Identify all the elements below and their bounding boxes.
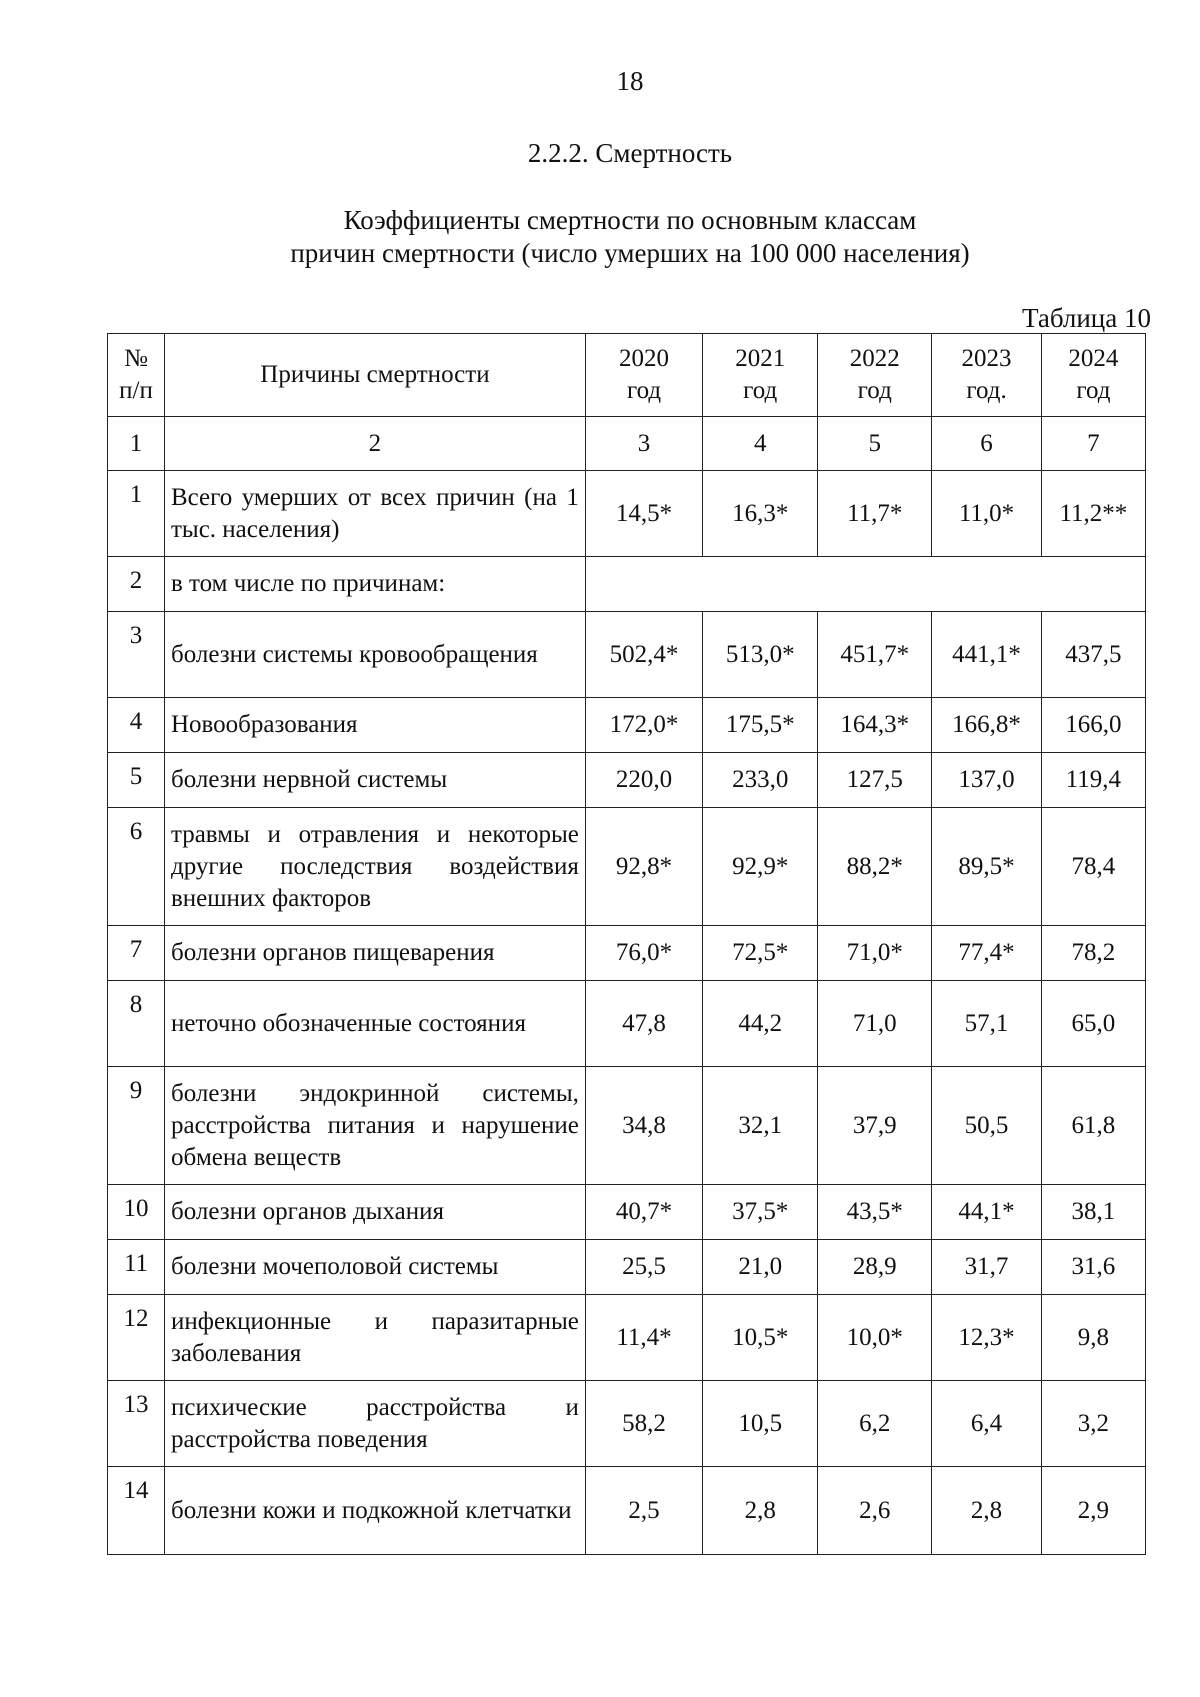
row-value: 233,0: [703, 753, 818, 808]
row-value: 10,5: [703, 1381, 818, 1467]
row-value: 6,4: [932, 1381, 1042, 1467]
row-value: 76,0*: [585, 926, 702, 981]
header-year: 2024: [1068, 345, 1119, 372]
column-index: 4: [703, 417, 818, 471]
row-value: 71,0*: [818, 926, 932, 981]
row-value: 58,2: [585, 1381, 702, 1467]
header-year-unit: год: [857, 377, 892, 404]
row-cause: болезни органов пищеварения: [164, 926, 585, 981]
row-number: 11: [108, 1240, 165, 1295]
row-value: 77,4*: [932, 926, 1042, 981]
row-value: 166,0: [1041, 698, 1145, 753]
row-value: 38,1: [1041, 1185, 1145, 1240]
row-value: 513,0*: [703, 612, 818, 698]
row-number: 6: [108, 808, 165, 926]
table-row: [108, 1240, 1146, 1295]
header-year-2024: [1041, 334, 1145, 417]
row-number: 12: [108, 1295, 165, 1381]
table-caption: [0, 204, 1200, 270]
row-cause: болезни кожи и подкожной клетчатки: [164, 1467, 585, 1555]
page-number: 18: [616, 66, 644, 96]
header-year-2023: [932, 334, 1042, 417]
row-value: 92,8*: [585, 808, 702, 926]
row-value: 43,5*: [818, 1185, 932, 1240]
row-value: 50,5: [932, 1067, 1042, 1185]
row-cause: болезни мочеполовой системы: [164, 1240, 585, 1295]
row-value: 44,1*: [932, 1185, 1042, 1240]
table-row: [108, 557, 1146, 612]
row-value: 2,9: [1041, 1467, 1145, 1555]
row-value: 92,9*: [703, 808, 818, 926]
row-value: 166,8*: [932, 698, 1042, 753]
row-value: 34,8: [585, 1067, 702, 1185]
row-value: 3,2: [1041, 1381, 1145, 1467]
row-value: 11,7*: [818, 471, 932, 557]
row-number: 5: [108, 753, 165, 808]
row-value: 220,0: [585, 753, 702, 808]
header-number-cell: [108, 334, 165, 417]
row-value: 11,0*: [932, 471, 1042, 557]
header-year: 2020: [619, 345, 670, 372]
row-value: 164,3*: [818, 698, 932, 753]
row-number: 2: [108, 557, 165, 612]
header-year-unit: год: [743, 377, 778, 404]
table-row: [108, 698, 1146, 753]
column-index: 7: [1041, 417, 1145, 471]
header-year-unit: год: [1076, 377, 1111, 404]
row-empty-values: [585, 557, 1145, 612]
row-value: 2,5: [585, 1467, 702, 1555]
row-value: 31,7: [932, 1240, 1042, 1295]
table-row: [108, 981, 1146, 1067]
row-value: 119,4: [1041, 753, 1145, 808]
header-number-abbr: п/п: [119, 377, 153, 404]
table-row: [108, 471, 1146, 557]
column-index: 1: [108, 417, 165, 471]
table-row: [108, 753, 1146, 808]
row-value: 137,0: [932, 753, 1042, 808]
header-year: 2021: [735, 345, 786, 372]
table-row: [108, 1185, 1146, 1240]
row-cause: неточно обозначенные состояния: [164, 981, 585, 1067]
table-header-row: [108, 334, 1146, 417]
row-value: 11,2**: [1041, 471, 1145, 557]
row-value: 10,0*: [818, 1295, 932, 1381]
row-value: 88,2*: [818, 808, 932, 926]
header-year-unit: год.: [966, 377, 1007, 404]
row-value: 451,7*: [818, 612, 932, 698]
row-cause: травмы и отравления и некоторые другие последствия воздействия внешних факторов: [164, 808, 585, 926]
row-value: 44,2: [703, 981, 818, 1067]
row-value: 25,5: [585, 1240, 702, 1295]
row-value: 127,5: [818, 753, 932, 808]
row-value: 89,5*: [932, 808, 1042, 926]
caption-line-1: Коэффициенты смертности по основным классам: [343, 205, 917, 235]
row-value: 437,5: [1041, 612, 1145, 698]
row-cause: болезни органов дыхания: [164, 1185, 585, 1240]
row-value: 78,4: [1041, 808, 1145, 926]
row-number: 7: [108, 926, 165, 981]
row-value: 11,4*: [585, 1295, 702, 1381]
row-value: 14,5*: [585, 471, 702, 557]
row-value: 37,9: [818, 1067, 932, 1185]
header-cause: Причины смертности: [164, 334, 585, 417]
row-number: 13: [108, 1381, 165, 1467]
row-cause: Новообразования: [164, 698, 585, 753]
section-title: 2.2.2. Смертность: [527, 138, 733, 168]
row-number: 14: [108, 1467, 165, 1555]
row-value: 175,5*: [703, 698, 818, 753]
row-value: 71,0: [818, 981, 932, 1067]
table-row: [108, 808, 1146, 926]
row-number: 3: [108, 612, 165, 698]
column-index-row: [108, 417, 1146, 471]
row-cause: болезни системы кровообращения: [164, 612, 585, 698]
row-cause: болезни эндокринной системы, расстройства питания и нарушение обмена веществ: [164, 1067, 585, 1185]
row-value: 16,3*: [703, 471, 818, 557]
row-number: 9: [108, 1067, 165, 1185]
header-year: 2023: [961, 345, 1012, 372]
row-cause: Всего умерших от всех причин (на 1 тыс. населения): [164, 471, 585, 557]
row-value: 31,6: [1041, 1240, 1145, 1295]
column-index: 5: [818, 417, 932, 471]
column-index: 3: [585, 417, 702, 471]
header-year-2020: [585, 334, 702, 417]
row-value: 10,5*: [703, 1295, 818, 1381]
row-value: 2,8: [932, 1467, 1042, 1555]
row-value: 32,1: [703, 1067, 818, 1185]
row-value: 72,5*: [703, 926, 818, 981]
row-value: 21,0: [703, 1240, 818, 1295]
row-value: 47,8: [585, 981, 702, 1067]
row-value: 441,1*: [932, 612, 1042, 698]
row-value: 502,4*: [585, 612, 702, 698]
header-year-2022: [818, 334, 932, 417]
row-value: 2,8: [703, 1467, 818, 1555]
row-cause: инфекционные и паразитарные заболевания: [164, 1295, 585, 1381]
row-value: 2,6: [818, 1467, 932, 1555]
row-value: 78,2: [1041, 926, 1145, 981]
row-value: 40,7*: [585, 1185, 702, 1240]
row-cause: в том числе по причинам:: [164, 557, 585, 612]
row-number: 1: [108, 471, 165, 557]
row-value: 61,8: [1041, 1067, 1145, 1185]
row-number: 10: [108, 1185, 165, 1240]
row-cause: болезни нервной системы: [164, 753, 585, 808]
row-value: 172,0*: [585, 698, 702, 753]
row-value: 37,5*: [703, 1185, 818, 1240]
row-cause: психические расстройства и расстройства поведения: [164, 1381, 585, 1467]
table-row: [108, 1067, 1146, 1185]
table-row: [108, 612, 1146, 698]
row-value: 65,0: [1041, 981, 1145, 1067]
row-value: 12,3*: [932, 1295, 1042, 1381]
table-row: [108, 1381, 1146, 1467]
row-number: 4: [108, 698, 165, 753]
header-year-unit: год: [626, 377, 662, 404]
table-row: [108, 926, 1146, 981]
column-index: 2: [164, 417, 585, 471]
table-label: Таблица 10: [1022, 303, 1151, 333]
header-year-2021: [703, 334, 818, 417]
caption-line-2: причин смертности (число умерших на 100 000 населения): [290, 238, 970, 268]
mortality-table: [107, 333, 1146, 1555]
table-row: [108, 1295, 1146, 1381]
row-value: 28,9: [818, 1240, 932, 1295]
row-value: 9,8: [1041, 1295, 1145, 1381]
row-number: 8: [108, 981, 165, 1067]
table-row: [108, 1467, 1146, 1555]
column-index: 6: [932, 417, 1042, 471]
row-value: 6,2: [818, 1381, 932, 1467]
header-number-symbol: №: [124, 345, 148, 372]
header-year: 2022: [849, 345, 900, 372]
row-value: 57,1: [932, 981, 1042, 1067]
